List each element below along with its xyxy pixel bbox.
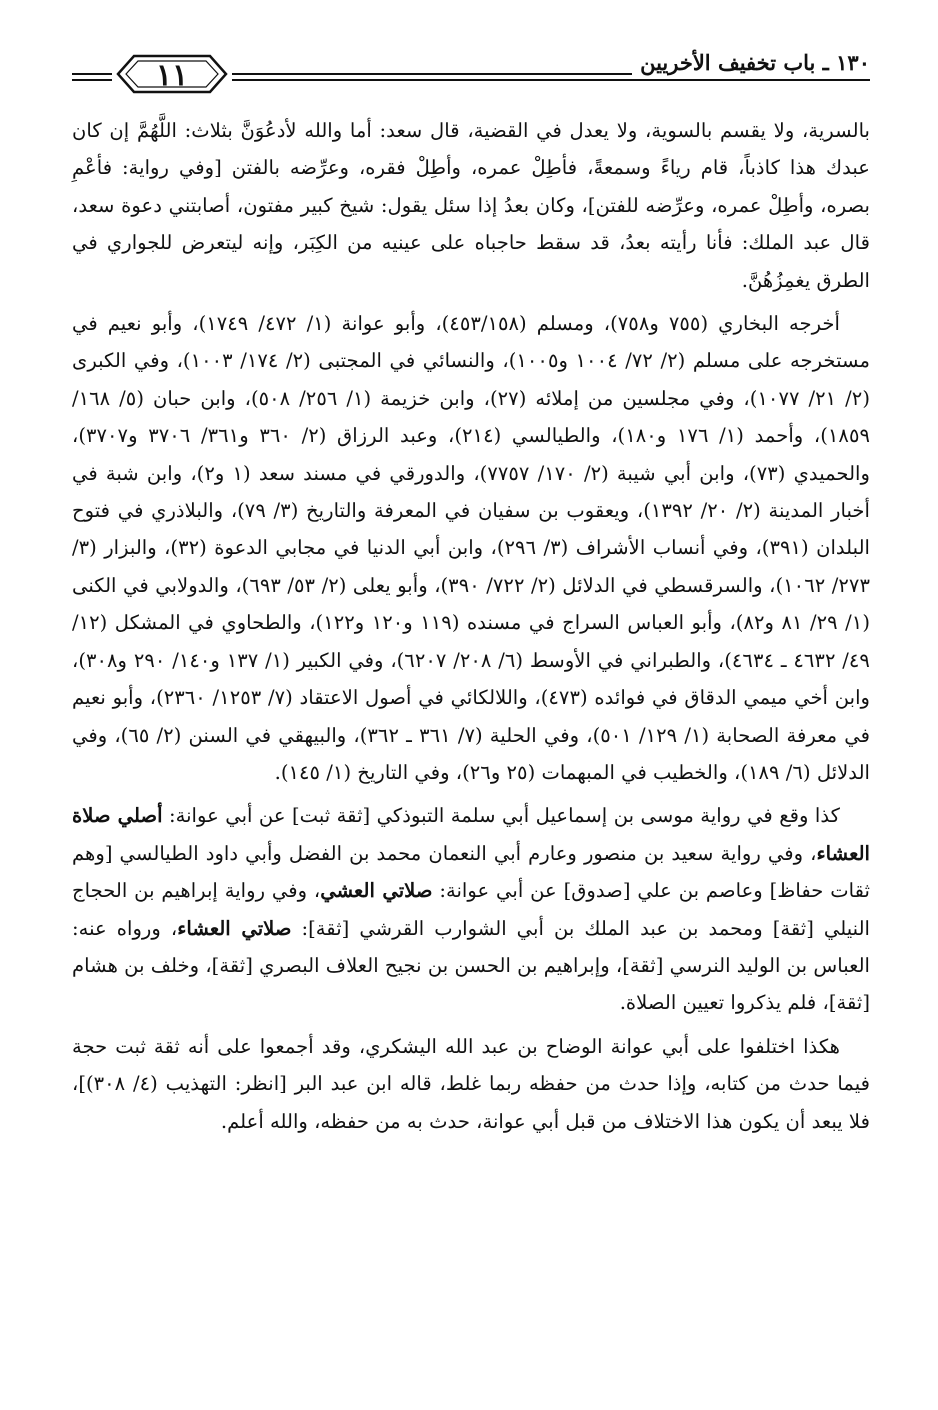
variant-text-4: ، ورواه عنه: العباس بن الوليد النرسي [ثقة]، وإبراهيم بن الحسن بن نجيح العلاف البصري [ثقة]، وخلف بن هشام [ثقة]، فلم يذكروا تعيين الصلاة. — [72, 916, 870, 1015]
page-number: ١١ — [155, 58, 189, 93]
variant-bold-1: أصلي صلاة العشاء — [72, 804, 870, 865]
paragraph-narration: بالسرية، ولا يقسم بالسوية، ولا يعدل في القضية، قال سعد: أما والله لأدعُوَنَّ بثلاث: اللَّهُمَّ إن كان عبدك هذا كاذباً، قام رياءً وسمعةً، فأطِلْ عمره، وأطِلْ فقره، وعرِّضه بالفتن [وفي رواية: فأعْمِ بصره، وأطِلْ عمره، وعرِّضه للفتن]، وكان بعدُ إذا سئل يقول: شيخ كبير مفتون، أصابتني دعوة سعد، قال عبد الملك: فأنا رأيته بعدُ، قد سقط حاجباه على عينيه من الكِبَر، وإنه ليتعرض للجواري في الطرق يغمِزُهُنَّ. — [72, 119, 870, 292]
page-number-ornament — [112, 48, 232, 100]
paragraph-conclusion: هكذا اختلفوا على أبي عوانة الوضاح بن عبد الله اليشكري، وقد أجمعوا على أنه ثقة ثبت حجة فيما حدث من كتابه، وإذا حدث من حفظه ربما غلط، قاله ابن عبد البر [انظر: التهذيب (٤/ ٣٠٨)]، فلا يبعد أن يكون هذا الاختلاف من قبل أبي عوانة، حدث به من حفظه، والله أعلم. — [72, 1034, 870, 1133]
page-header — [72, 40, 870, 100]
variant-text-3: ، وفي رواية إبراهيم بن الحجاج النيلي [ثقة] ومحمد بن عبد الملك بن أبي الشوارب القرشي [ثقة]: — [72, 879, 870, 940]
page-body — [72, 112, 870, 1140]
variant-bold-3: صلاتي العشاء — [177, 916, 292, 940]
paragraph-takhrij: أخرجه البخاري (٧٥٥ و٧٥٨)، ومسلم (٤٥٣/١٥٨)، وأبو عوانة (١/ ٤٧٢/ ١٧٤٩)، وأبو نعيم في مستخرجه على مسلم (٢/ ٧٢/ ١٠٠٤ و١٠٠٥)، والنسائي في المجتبى (٢/ ١٧٤/ ١٠٠٣)، وفي الكبرى (٢/ ٢١/ ١٠٧٧)، وفي مجلسين من إملائه (٢٧)، وابن خزيمة (١/ ٢٥٦/ ٥٠٨)، وابن حبان (٥/ ١٦٨/ ١٨٥٩)، وأحمد (١/ ١٧٦ و١٨٠)، والطيالسي (٢١٤)، وعبد الرزاق (٢/ ٣٦٠ و٣٦١/ ٣٧٠٦ و٣٧٠٧)، والحميدي (٧٣)، وابن أبي شيبة (٢/ ١٧٠/ ٧٧٥٧)، والدورقي في مسند سعد (١ و٢)، وابن شبة في أخبار المدينة (٢/ ٢٠/ ١٣٩٢)، ويعقوب بن سفيان في المعرفة والتاريخ (٣/ ٧٩)، والبلاذري في فتوح البلدان (٣٩١)، وفي أنساب الأشراف (٣/ ٢٩٦)، وابن أبي الدنيا في مجابي الدعوة (٣٢)، والبزار (٣/ ٢٧٣/ ١٠٦٢)، والسرقسطي في الدلائل (٢/ ٧٢٢/ ٣٩٠)، وأبو يعلى (٢/ ٥٣/ ٦٩٣)، والدولابي في الكنى (١/ ٢٩/ ٨١ و٨٢)، وأبو العباس السراج في مسنده (١١٩ و١٢٠ و١٢٢)، والطحاوي في المشكل (١٢/ ٤٩/ ٤٦٣٢ ـ ٤٦٣٤)، والطبراني في الأوسط (٦/ ٢٠٨/ ٦٢٠٧)، وفي الكبير (١/ ١٣٧ و١٤٠/ ٢٩٠ و٣٠٨)، وابن أخي ميمي الدقاق في فوائده (٤٧٣)، واللالكائي في أصول الاعتقاد (٧/ ١٢٥٣/ ٢٣٦٠)، وأبو نعيم في معرفة الصحابة (١/ ١٢٩/ ٥٠١)، وفي الحلية (٧/ ٣٦١ ـ ٣٦٢)، والبيهقي في السنن (٢/ ٦٥)، وفي الدلائل (٦/ ١٨٩)، والخطيب في المبهمات (٢٥ و٢٦)، وفي التاريخ (١/ ١٤٥). — [72, 312, 870, 784]
paragraph-variants — [72, 797, 870, 1021]
variant-text-1: كذا وقع في رواية موسى بن إسماعيل أبي سلمة التبوذكي [ثقة ثبت] عن أبي عوانة: — [162, 804, 840, 828]
variant-text-2: ، وفي رواية سعيد بن منصور وعارم أبي النعمان محمد بن الفضل وأبي داود الطيالسي [وهم ثقات حفاظ] وعاصم بن علي [صدوق] عن أبي عوانة: — [72, 841, 870, 903]
running-head: ١٣٠ ـ باب تخفيف الأخريين — [632, 50, 870, 75]
variant-bold-2: صلاتي العشي — [320, 879, 433, 903]
